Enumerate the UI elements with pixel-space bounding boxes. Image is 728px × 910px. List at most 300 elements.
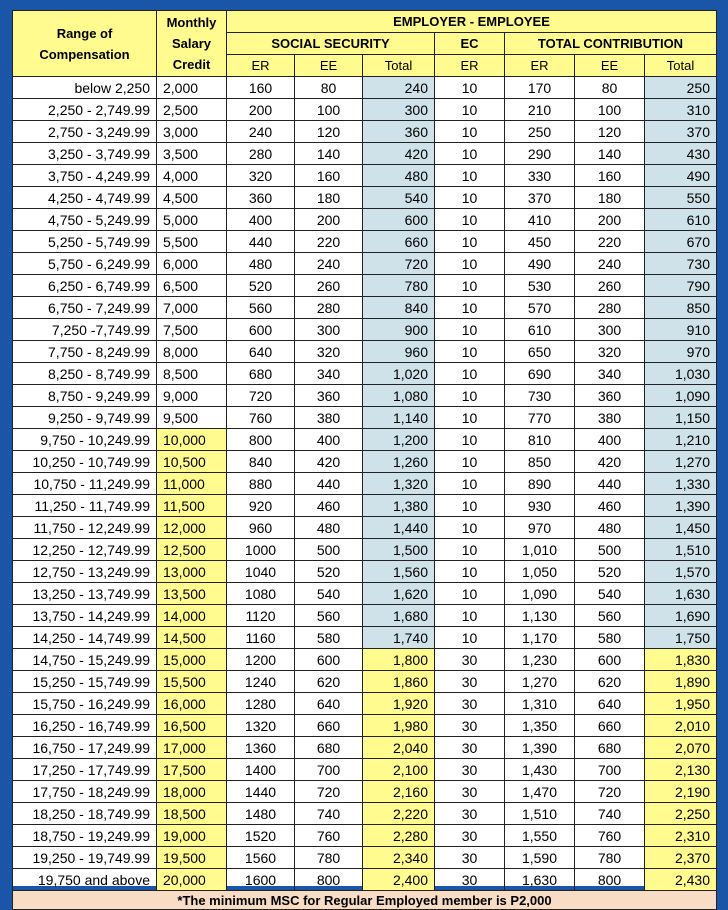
cell-ss-er: 960 xyxy=(227,517,295,539)
cell-tc-ee: 440 xyxy=(575,473,645,495)
cell-ec: 10 xyxy=(435,583,505,605)
table-row xyxy=(13,473,717,495)
cell-range: 3,750 - 4,249.99 xyxy=(13,165,157,187)
cell-range: 12,250 - 12,749.99 xyxy=(13,539,157,561)
cell-ss-ee: 240 xyxy=(295,253,363,275)
cell-ss-total: 840 xyxy=(363,297,435,319)
cell-tc-total: 2,370 xyxy=(645,847,717,869)
cell-tc-er: 1,050 xyxy=(505,561,575,583)
cell-msc: 17,500 xyxy=(157,759,227,781)
cell-ss-er: 1000 xyxy=(227,539,295,561)
cell-ss-total: 1,200 xyxy=(363,429,435,451)
cell-tc-er: 530 xyxy=(505,275,575,297)
cell-tc-er: 1,590 xyxy=(505,847,575,869)
cell-ec: 30 xyxy=(435,759,505,781)
cell-ss-er: 520 xyxy=(227,275,295,297)
table-row xyxy=(13,187,717,209)
cell-ss-er: 1200 xyxy=(227,649,295,671)
cell-tc-er: 1,270 xyxy=(505,671,575,693)
cell-ec: 30 xyxy=(435,715,505,737)
cell-ss-er: 880 xyxy=(227,473,295,495)
cell-tc-total: 1,450 xyxy=(645,517,717,539)
header-ss-er: ER xyxy=(227,55,295,77)
table-row xyxy=(13,781,717,803)
cell-range: 8,250 - 8,749.99 xyxy=(13,363,157,385)
cell-tc-total: 850 xyxy=(645,297,717,319)
cell-tc-total: 2,190 xyxy=(645,781,717,803)
cell-ss-ee: 580 xyxy=(295,627,363,649)
cell-tc-er: 1,130 xyxy=(505,605,575,627)
cell-ss-ee: 200 xyxy=(295,209,363,231)
cell-msc: 15,500 xyxy=(157,671,227,693)
table-row xyxy=(13,143,717,165)
table-row xyxy=(13,693,717,715)
cell-ss-er: 1120 xyxy=(227,605,295,627)
cell-tc-total: 490 xyxy=(645,165,717,187)
cell-range: 4,250 - 4,749.99 xyxy=(13,187,157,209)
cell-ec: 30 xyxy=(435,825,505,847)
cell-tc-ee: 760 xyxy=(575,825,645,847)
header-tc-total: Total xyxy=(645,55,717,77)
cell-ec: 30 xyxy=(435,649,505,671)
cell-ec: 10 xyxy=(435,77,505,99)
cell-tc-ee: 260 xyxy=(575,275,645,297)
cell-ec: 10 xyxy=(435,209,505,231)
table-row xyxy=(13,429,717,451)
cell-tc-er: 170 xyxy=(505,77,575,99)
header-employer-employee: EMPLOYER - EMPLOYEE xyxy=(227,11,717,33)
cell-tc-ee: 340 xyxy=(575,363,645,385)
cell-ec: 10 xyxy=(435,385,505,407)
cell-ss-er: 200 xyxy=(227,99,295,121)
cell-tc-er: 850 xyxy=(505,451,575,473)
cell-ss-ee: 140 xyxy=(295,143,363,165)
cell-ss-ee: 740 xyxy=(295,803,363,825)
cell-tc-er: 650 xyxy=(505,341,575,363)
cell-tc-er: 690 xyxy=(505,363,575,385)
cell-msc: 4,500 xyxy=(157,187,227,209)
cell-ss-er: 1320 xyxy=(227,715,295,737)
cell-tc-ee: 80 xyxy=(575,77,645,99)
cell-ss-ee: 380 xyxy=(295,407,363,429)
cell-ss-er: 1080 xyxy=(227,583,295,605)
cell-tc-total: 1,210 xyxy=(645,429,717,451)
table-row xyxy=(13,165,717,187)
table-row xyxy=(13,605,717,627)
cell-tc-total: 790 xyxy=(645,275,717,297)
cell-ss-er: 400 xyxy=(227,209,295,231)
cell-tc-total: 1,090 xyxy=(645,385,717,407)
cell-msc: 8,000 xyxy=(157,341,227,363)
cell-tc-ee: 160 xyxy=(575,165,645,187)
cell-range: 10,750 - 11,249.99 xyxy=(13,473,157,495)
cell-range: 6,750 - 7,249.99 xyxy=(13,297,157,319)
cell-range: 14,750 - 15,249.99 xyxy=(13,649,157,671)
header-tc-ee: EE xyxy=(575,55,645,77)
cell-tc-total: 2,310 xyxy=(645,825,717,847)
cell-ss-ee: 600 xyxy=(295,649,363,671)
cell-range: 13,250 - 13,749.99 xyxy=(13,583,157,605)
cell-range: 10,250 - 10,749.99 xyxy=(13,451,157,473)
cell-msc: 12,000 xyxy=(157,517,227,539)
table-body xyxy=(13,77,717,891)
cell-ec: 30 xyxy=(435,869,505,891)
header-msc: Monthly Salary Credit xyxy=(157,11,227,77)
cell-ec: 10 xyxy=(435,473,505,495)
cell-range: 17,250 - 17,749.99 xyxy=(13,759,157,781)
table-row xyxy=(13,671,717,693)
cell-range: 11,250 - 11,749.99 xyxy=(13,495,157,517)
cell-ss-ee: 620 xyxy=(295,671,363,693)
cell-msc: 7,000 xyxy=(157,297,227,319)
cell-range: 9,750 - 10,249.99 xyxy=(13,429,157,451)
cell-ec: 10 xyxy=(435,451,505,473)
cell-tc-total: 1,950 xyxy=(645,693,717,715)
cell-ec: 10 xyxy=(435,539,505,561)
cell-msc: 3,000 xyxy=(157,121,227,143)
cell-tc-ee: 140 xyxy=(575,143,645,165)
cell-tc-ee: 780 xyxy=(575,847,645,869)
cell-ss-total: 2,100 xyxy=(363,759,435,781)
header-social-security: SOCIAL SECURITY xyxy=(227,33,435,55)
cell-msc: 11,000 xyxy=(157,473,227,495)
cell-ec: 10 xyxy=(435,165,505,187)
cell-tc-er: 330 xyxy=(505,165,575,187)
cell-tc-ee: 540 xyxy=(575,583,645,605)
cell-tc-ee: 120 xyxy=(575,121,645,143)
cell-range: 6,250 - 6,749.99 xyxy=(13,275,157,297)
cell-ss-total: 540 xyxy=(363,187,435,209)
cell-tc-er: 610 xyxy=(505,319,575,341)
cell-ss-ee: 160 xyxy=(295,165,363,187)
cell-tc-ee: 560 xyxy=(575,605,645,627)
cell-tc-ee: 520 xyxy=(575,561,645,583)
cell-tc-ee: 740 xyxy=(575,803,645,825)
cell-tc-er: 1,390 xyxy=(505,737,575,759)
cell-ec: 30 xyxy=(435,671,505,693)
cell-tc-total: 370 xyxy=(645,121,717,143)
cell-tc-ee: 220 xyxy=(575,231,645,253)
cell-ss-er: 1600 xyxy=(227,869,295,891)
cell-ss-er: 920 xyxy=(227,495,295,517)
cell-msc: 16,500 xyxy=(157,715,227,737)
cell-tc-ee: 480 xyxy=(575,517,645,539)
cell-ss-total: 1,560 xyxy=(363,561,435,583)
cell-ss-er: 1520 xyxy=(227,825,295,847)
cell-tc-total: 1,330 xyxy=(645,473,717,495)
cell-tc-total: 1,630 xyxy=(645,583,717,605)
cell-ss-ee: 540 xyxy=(295,583,363,605)
cell-tc-er: 1,010 xyxy=(505,539,575,561)
cell-msc: 3,500 xyxy=(157,143,227,165)
cell-range: 5,250 - 5,749.99 xyxy=(13,231,157,253)
cell-msc: 13,500 xyxy=(157,583,227,605)
cell-tc-er: 1,170 xyxy=(505,627,575,649)
cell-tc-ee: 380 xyxy=(575,407,645,429)
table-row xyxy=(13,99,717,121)
cell-ss-er: 720 xyxy=(227,385,295,407)
cell-ss-total: 1,380 xyxy=(363,495,435,517)
cell-ec: 10 xyxy=(435,297,505,319)
table-row xyxy=(13,759,717,781)
cell-tc-ee: 620 xyxy=(575,671,645,693)
cell-msc: 5,000 xyxy=(157,209,227,231)
cell-tc-total: 2,130 xyxy=(645,759,717,781)
cell-ss-er: 1360 xyxy=(227,737,295,759)
cell-range: 8,750 - 9,249.99 xyxy=(13,385,157,407)
cell-range: 15,750 - 16,249.99 xyxy=(13,693,157,715)
cell-ss-er: 560 xyxy=(227,297,295,319)
header-ec-er: ER xyxy=(435,55,505,77)
cell-ss-er: 360 xyxy=(227,187,295,209)
header-ss-ee: EE xyxy=(295,55,363,77)
cell-ss-ee: 760 xyxy=(295,825,363,847)
cell-ss-total: 1,860 xyxy=(363,671,435,693)
table-row xyxy=(13,825,717,847)
cell-ss-total: 2,220 xyxy=(363,803,435,825)
cell-ec: 10 xyxy=(435,627,505,649)
cell-ss-ee: 80 xyxy=(295,77,363,99)
table-row xyxy=(13,209,717,231)
cell-tc-ee: 100 xyxy=(575,99,645,121)
cell-ec: 10 xyxy=(435,429,505,451)
cell-tc-er: 770 xyxy=(505,407,575,429)
cell-ss-er: 160 xyxy=(227,77,295,99)
cell-range: 16,250 - 16,749.99 xyxy=(13,715,157,737)
cell-ss-ee: 260 xyxy=(295,275,363,297)
footnote: *The minimum MSC for Regular Employed member is P2,000 xyxy=(13,891,717,910)
cell-tc-ee: 280 xyxy=(575,297,645,319)
cell-ss-ee: 300 xyxy=(295,319,363,341)
cell-tc-er: 1,230 xyxy=(505,649,575,671)
cell-tc-er: 810 xyxy=(505,429,575,451)
cell-tc-er: 570 xyxy=(505,297,575,319)
cell-ss-er: 760 xyxy=(227,407,295,429)
cell-ss-total: 1,740 xyxy=(363,627,435,649)
table-row xyxy=(13,385,717,407)
cell-ss-er: 1160 xyxy=(227,627,295,649)
cell-tc-ee: 200 xyxy=(575,209,645,231)
cell-tc-total: 430 xyxy=(645,143,717,165)
cell-ss-er: 680 xyxy=(227,363,295,385)
header-ss-total: Total xyxy=(363,55,435,77)
cell-ss-total: 1,620 xyxy=(363,583,435,605)
cell-tc-total: 250 xyxy=(645,77,717,99)
cell-ec: 10 xyxy=(435,143,505,165)
cell-range: 14,250 - 14,749.99 xyxy=(13,627,157,649)
cell-tc-er: 1,350 xyxy=(505,715,575,737)
cell-ss-total: 2,040 xyxy=(363,737,435,759)
header-ec: EC xyxy=(435,33,505,55)
contribution-table-frame xyxy=(12,10,716,908)
cell-ss-er: 1280 xyxy=(227,693,295,715)
cell-tc-er: 210 xyxy=(505,99,575,121)
cell-range: 13,750 - 14,249.99 xyxy=(13,605,157,627)
cell-range: 2,750 - 3,249.99 xyxy=(13,121,157,143)
cell-msc: 6,000 xyxy=(157,253,227,275)
cell-ec: 30 xyxy=(435,781,505,803)
cell-ss-total: 780 xyxy=(363,275,435,297)
cell-ec: 10 xyxy=(435,253,505,275)
table-row xyxy=(13,627,717,649)
cell-tc-total: 1,390 xyxy=(645,495,717,517)
cell-tc-ee: 400 xyxy=(575,429,645,451)
cell-ss-ee: 180 xyxy=(295,187,363,209)
cell-range: 16,750 - 17,249.99 xyxy=(13,737,157,759)
cell-msc: 20,000 xyxy=(157,869,227,891)
cell-range: 19,750 and above xyxy=(13,869,157,891)
cell-ss-total: 2,160 xyxy=(363,781,435,803)
cell-msc: 19,000 xyxy=(157,825,227,847)
cell-msc: 12,500 xyxy=(157,539,227,561)
table-row xyxy=(13,297,717,319)
cell-ec: 10 xyxy=(435,341,505,363)
cell-tc-er: 930 xyxy=(505,495,575,517)
table-row xyxy=(13,363,717,385)
cell-ss-total: 2,400 xyxy=(363,869,435,891)
table-row xyxy=(13,407,717,429)
cell-ss-ee: 720 xyxy=(295,781,363,803)
cell-ss-er: 600 xyxy=(227,319,295,341)
cell-ss-total: 2,280 xyxy=(363,825,435,847)
cell-range: 5,750 - 6,249.99 xyxy=(13,253,157,275)
cell-tc-ee: 460 xyxy=(575,495,645,517)
cell-tc-total: 730 xyxy=(645,253,717,275)
cell-tc-ee: 240 xyxy=(575,253,645,275)
table-row xyxy=(13,869,717,891)
cell-ss-ee: 660 xyxy=(295,715,363,737)
contribution-table xyxy=(12,10,717,910)
cell-tc-er: 370 xyxy=(505,187,575,209)
cell-tc-total: 1,890 xyxy=(645,671,717,693)
cell-ss-total: 1,800 xyxy=(363,649,435,671)
cell-tc-ee: 720 xyxy=(575,781,645,803)
cell-ss-total: 960 xyxy=(363,341,435,363)
cell-range: 18,750 - 19,249.99 xyxy=(13,825,157,847)
cell-tc-er: 1,630 xyxy=(505,869,575,891)
cell-ss-total: 1,920 xyxy=(363,693,435,715)
cell-range: 3,250 - 3,749.99 xyxy=(13,143,157,165)
cell-tc-ee: 680 xyxy=(575,737,645,759)
cell-ss-total: 1,440 xyxy=(363,517,435,539)
cell-msc: 5,500 xyxy=(157,231,227,253)
cell-tc-er: 1,430 xyxy=(505,759,575,781)
cell-ss-ee: 420 xyxy=(295,451,363,473)
table-row xyxy=(13,539,717,561)
table-row xyxy=(13,341,717,363)
cell-tc-ee: 600 xyxy=(575,649,645,671)
cell-msc: 18,000 xyxy=(157,781,227,803)
cell-ec: 30 xyxy=(435,803,505,825)
cell-ss-ee: 360 xyxy=(295,385,363,407)
table-row xyxy=(13,517,717,539)
cell-msc: 10,000 xyxy=(157,429,227,451)
cell-ss-er: 1400 xyxy=(227,759,295,781)
cell-tc-total: 910 xyxy=(645,319,717,341)
cell-tc-total: 970 xyxy=(645,341,717,363)
cell-tc-er: 250 xyxy=(505,121,575,143)
cell-range: 2,250 - 2,749.99 xyxy=(13,99,157,121)
cell-ss-total: 240 xyxy=(363,77,435,99)
cell-msc: 14,500 xyxy=(157,627,227,649)
cell-msc: 17,000 xyxy=(157,737,227,759)
cell-tc-total: 2,070 xyxy=(645,737,717,759)
cell-ec: 30 xyxy=(435,847,505,869)
cell-tc-ee: 500 xyxy=(575,539,645,561)
cell-ss-total: 1,140 xyxy=(363,407,435,429)
header-tc-er: ER xyxy=(505,55,575,77)
cell-ss-total: 900 xyxy=(363,319,435,341)
cell-tc-total: 1,830 xyxy=(645,649,717,671)
cell-ss-ee: 120 xyxy=(295,121,363,143)
cell-ss-er: 1040 xyxy=(227,561,295,583)
table-row xyxy=(13,231,717,253)
cell-ss-ee: 280 xyxy=(295,297,363,319)
cell-tc-er: 1,510 xyxy=(505,803,575,825)
cell-ss-ee: 480 xyxy=(295,517,363,539)
cell-ss-total: 2,340 xyxy=(363,847,435,869)
table-row xyxy=(13,715,717,737)
table-row xyxy=(13,583,717,605)
cell-tc-ee: 660 xyxy=(575,715,645,737)
cell-ss-ee: 640 xyxy=(295,693,363,715)
cell-ss-total: 660 xyxy=(363,231,435,253)
cell-tc-total: 2,010 xyxy=(645,715,717,737)
cell-range: 12,750 - 13,249.99 xyxy=(13,561,157,583)
cell-msc: 9,500 xyxy=(157,407,227,429)
cell-msc: 10,500 xyxy=(157,451,227,473)
cell-tc-er: 490 xyxy=(505,253,575,275)
cell-ec: 10 xyxy=(435,561,505,583)
cell-range: 19,250 - 19,749.99 xyxy=(13,847,157,869)
cell-msc: 14,000 xyxy=(157,605,227,627)
cell-ss-ee: 560 xyxy=(295,605,363,627)
table-row xyxy=(13,803,717,825)
cell-tc-ee: 180 xyxy=(575,187,645,209)
cell-tc-er: 450 xyxy=(505,231,575,253)
cell-ss-total: 600 xyxy=(363,209,435,231)
cell-ss-ee: 100 xyxy=(295,99,363,121)
cell-tc-total: 550 xyxy=(645,187,717,209)
cell-range: 7,250 -7,749.99 xyxy=(13,319,157,341)
cell-tc-er: 1,550 xyxy=(505,825,575,847)
cell-ss-total: 300 xyxy=(363,99,435,121)
cell-tc-total: 1,750 xyxy=(645,627,717,649)
cell-tc-total: 1,570 xyxy=(645,561,717,583)
cell-ec: 10 xyxy=(435,517,505,539)
table-row xyxy=(13,451,717,473)
cell-ss-total: 1,260 xyxy=(363,451,435,473)
cell-range: 7,750 - 8,249.99 xyxy=(13,341,157,363)
cell-range: 18,250 - 18,749.99 xyxy=(13,803,157,825)
cell-msc: 15,000 xyxy=(157,649,227,671)
cell-tc-ee: 320 xyxy=(575,341,645,363)
cell-ss-er: 1560 xyxy=(227,847,295,869)
cell-ec: 30 xyxy=(435,693,505,715)
cell-msc: 13,000 xyxy=(157,561,227,583)
cell-ss-ee: 500 xyxy=(295,539,363,561)
cell-ss-ee: 680 xyxy=(295,737,363,759)
cell-msc: 9,000 xyxy=(157,385,227,407)
cell-msc: 11,500 xyxy=(157,495,227,517)
cell-range: below 2,250 xyxy=(13,77,157,99)
cell-msc: 4,000 xyxy=(157,165,227,187)
cell-ss-total: 480 xyxy=(363,165,435,187)
cell-range: 9,250 - 9,749.99 xyxy=(13,407,157,429)
table-row xyxy=(13,649,717,671)
cell-ss-ee: 400 xyxy=(295,429,363,451)
cell-ss-total: 720 xyxy=(363,253,435,275)
